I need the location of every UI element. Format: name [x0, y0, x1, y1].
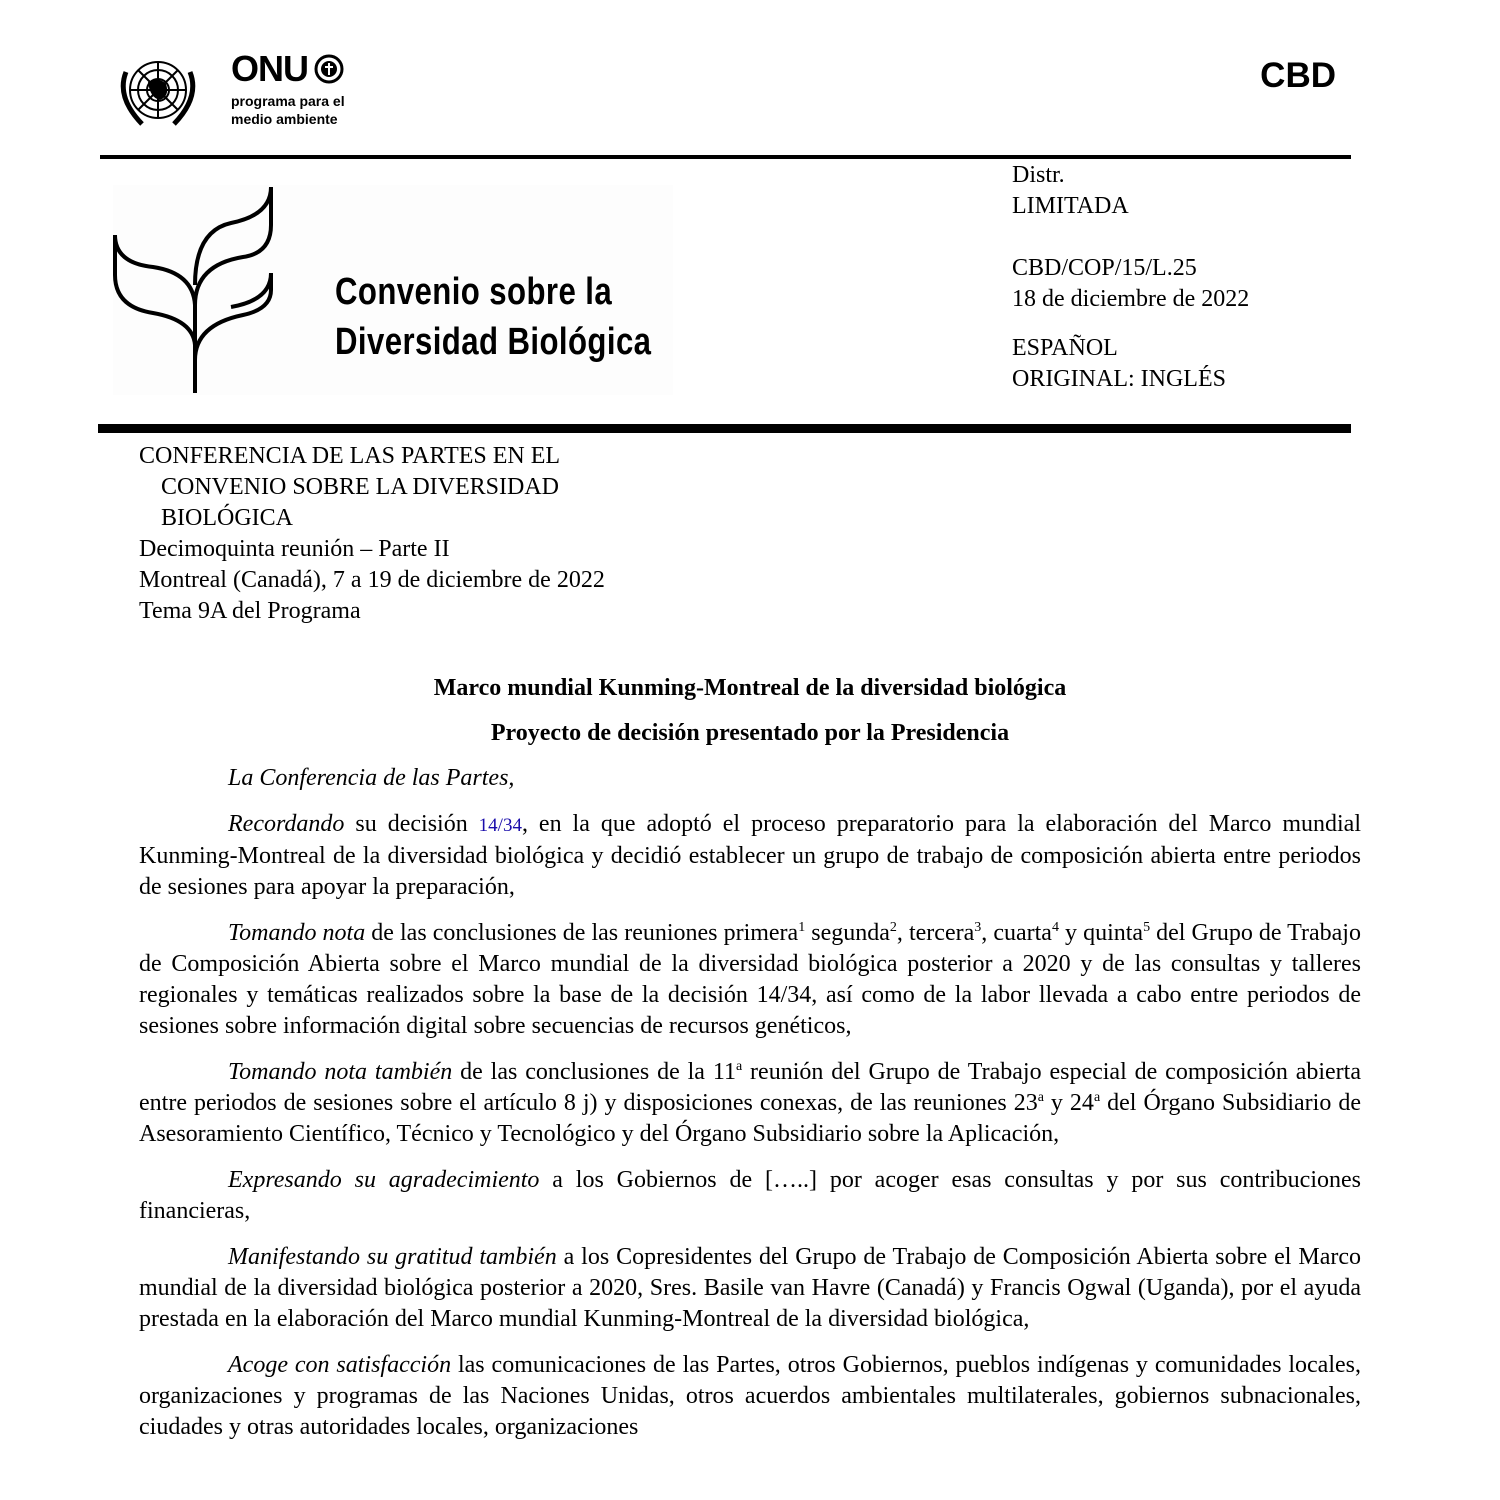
text: las comunicaciones de las Partes, otros Gobiernos, pueblos indígenas y comunidades locales, organizaciones y programas de las Naciones Unidas, otros acuerdos ambientales multilaterales, gobiernos subnacionales, ciudades y otras autoridades locales, organizaciones — [139, 1352, 1361, 1440]
header-divider-thick — [98, 424, 1351, 433]
cbd-logo-line2: Diversidad Biológica — [335, 321, 652, 363]
decision-link[interactable]: 14/34 — [478, 815, 522, 836]
text: de las conclusiones de la 11 — [452, 1059, 736, 1085]
unep-onu-text: ONU — [231, 48, 308, 89]
text: , cuarta — [981, 920, 1052, 946]
lead: Tomando nota también — [228, 1059, 453, 1085]
document-title: Marco mundial Kunming-Montreal de la diversidad biológica — [433, 675, 1067, 701]
paragraph-expressing-appreciation — [139, 1165, 1361, 1227]
footnote-ref[interactable]: 4 — [1051, 920, 1059, 935]
document-subtitle: Proyecto de decisión presentado por la Presidencia — [490, 720, 1010, 746]
meeting-info — [139, 441, 605, 627]
distribution-value: LIMITADA — [1012, 193, 1129, 219]
opening-line — [139, 763, 1361, 794]
unep-logo — [231, 48, 346, 128]
un-emblem-logo — [112, 52, 204, 132]
paragraph-gratitude — [139, 1242, 1361, 1335]
text: , tercera — [896, 920, 975, 946]
original-language: ORIGINAL: INGLÉS — [1012, 366, 1226, 392]
meeting-body-line3: BIOLÓGICA — [161, 505, 293, 531]
lead: Expresando su agradecimiento — [228, 1167, 540, 1193]
cbd-logo-line1: Convenio sobre la — [335, 271, 613, 313]
header-divider-thin — [100, 155, 1351, 159]
agenda-item: Tema 9A del Programa — [139, 598, 361, 624]
text: segunda — [805, 920, 890, 946]
unep-line2: medio ambiente — [231, 111, 338, 127]
paragraph-welcomes — [139, 1350, 1361, 1443]
text: de las conclusiones de las reuniones primera — [365, 920, 799, 946]
lead: Acoge con satisfacción — [228, 1352, 452, 1378]
lead: Manifestando su gratitud también — [228, 1244, 557, 1270]
paragraph-recalling — [139, 809, 1361, 903]
meeting-session: Decimoquinta reunión – Parte II — [139, 536, 450, 562]
text: del Órgano Subsidiario de Asesoramiento Científico, Técnico y Tecnológico y del Órgano Subsidiario sobre la Aplicación, — [139, 1090, 1361, 1147]
document-date: 18 de diciembre de 2022 — [1012, 286, 1250, 312]
footnote-ref[interactable]: 2 — [889, 920, 897, 935]
unep-emblem-icon — [312, 54, 346, 84]
lead: Tomando nota — [228, 920, 366, 946]
text: a los Gobiernos de […..] por acoger esas consultas y por sus contribuciones financieras, — [139, 1167, 1361, 1224]
ordinal: a — [735, 1059, 743, 1074]
document-metadata — [1012, 160, 1249, 395]
distribution-label: Distr. — [1012, 162, 1065, 188]
opening-text: La Conferencia de las Partes, — [228, 765, 515, 791]
cbd-acronym: CBD — [1260, 56, 1336, 95]
meeting-place: Montreal (Canadá), 7 a 19 de diciembre de 2022 — [139, 567, 605, 593]
footnote-ref[interactable]: 1 — [798, 920, 806, 935]
text: y quinta — [1058, 920, 1144, 946]
footnote-ref[interactable]: 5 — [1143, 920, 1151, 935]
meeting-body-line1: CONFERENCIA DE LAS PARTES EN EL — [139, 443, 561, 469]
text: del Grupo de Trabajo de Composición Abierta sobre el Marco mundial de la diversidad biológica posterior a 2020 y de las consultas y talleres regionales y temáticas realizados sobre la base de la decisión 14/34, así como de la labor llevada a cabo entre periodos de sesiones sobre información digital sobre secuencias de recursos genéticos, — [139, 920, 1361, 1039]
ordinal: a — [1093, 1090, 1101, 1105]
unep-line1: programa para el — [231, 93, 345, 109]
text: su decisión — [344, 811, 479, 837]
paragraph-taking-note-also — [139, 1057, 1361, 1150]
text: , en la que adoptó el proceso preparatorio para la elaboración del Marco mundial Kunming-Montreal de la diversidad biológica y decidió establecer un grupo de trabajo de composición abierta entre periodos de sesiones para apoyar la preparación, — [139, 811, 1361, 900]
document-language: ESPAÑOL — [1012, 335, 1118, 361]
text: a los Copresidentes del Grupo de Trabajo de Composición Abierta sobre el Marco mundial de la diversidad biológica posterior a 2020, Sres. Basile van Havre (Canadá) y Francis Ogwal (Uganda), por el ayuda prestada en la elaboración del Marco mundial Kunming-Montreal de la diversidad biológica, — [139, 1244, 1362, 1332]
meeting-body-line2: CONVENIO SOBRE LA DIVERSIDAD — [161, 474, 560, 500]
text: reunión del Grupo de Trabajo especial de composición abierta entre periodos de sesiones sobre el artículo 8 j) y disposiciones conexas, de las reuniones 23 — [139, 1059, 1361, 1116]
plant-icon — [113, 185, 283, 395]
text: y 24 — [1043, 1090, 1094, 1116]
cbd-logo — [113, 185, 673, 395]
ordinal: a — [1037, 1090, 1044, 1105]
document-symbol: CBD/COP/15/L.25 — [1012, 255, 1197, 281]
document-body — [139, 673, 1361, 1458]
paragraph-taking-note — [139, 918, 1361, 1042]
footnote-ref[interactable]: 3 — [974, 920, 982, 935]
lead: Recordando — [228, 811, 345, 837]
